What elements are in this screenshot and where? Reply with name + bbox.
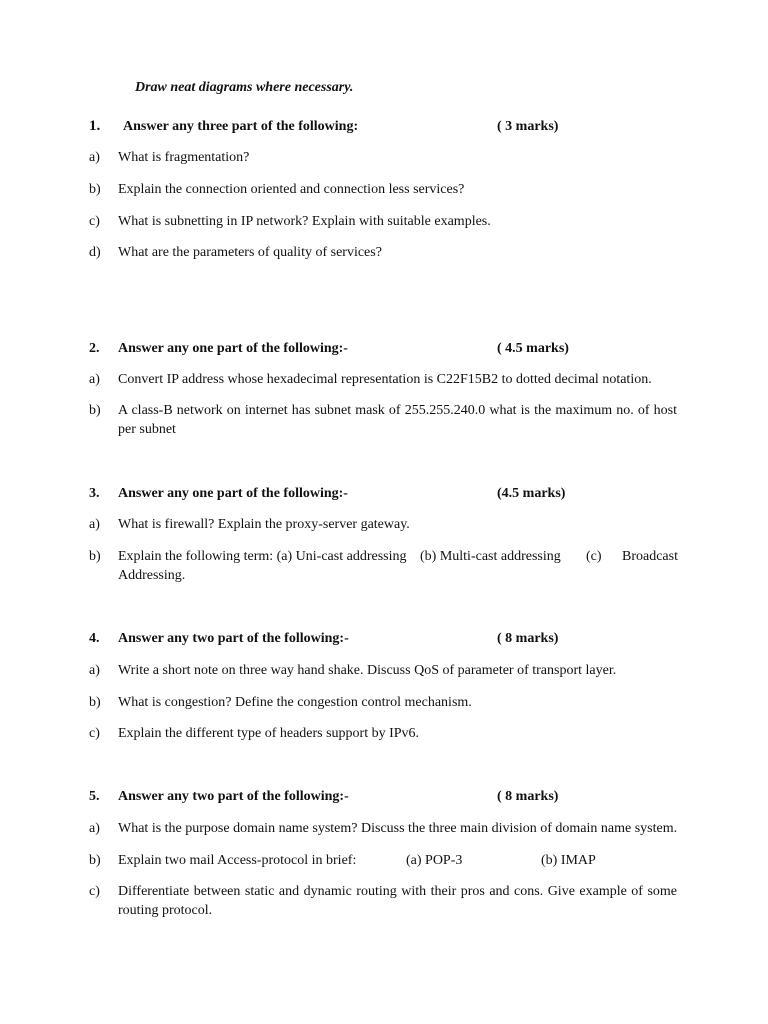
question-marks: ( 3 marks) (497, 119, 559, 134)
question-number: 3. (89, 486, 100, 501)
part-text-line-2: Addressing. (118, 568, 186, 583)
question-marks: ( 8 marks) (497, 631, 559, 646)
part-label: b) (89, 182, 101, 197)
part-text-col-2: (a) POP-3 (406, 853, 463, 868)
part-text: What is fragmentation? (118, 150, 250, 165)
part-text: What is subnetting in IP network? Explain with suitable examples. (118, 214, 491, 229)
part-text-col-1: Explain two mail Access-protocol in brief: (118, 853, 357, 868)
question-number: 4. (89, 631, 100, 646)
part-label: a) (89, 150, 100, 165)
question-title: Answer any one part of the following:- (118, 341, 348, 356)
question-marks: ( 8 marks) (497, 789, 559, 804)
part-text: What are the parameters of quality of services? (118, 245, 382, 260)
part-text: What is firewall? Explain the proxy-server gateway. (118, 517, 410, 532)
part-label: a) (89, 517, 100, 532)
question-title: Answer any one part of the following:- (118, 486, 348, 501)
part-text-line-1: Differentiate between static and dynamic routing with their pros and cons. Give example of some (118, 884, 677, 899)
part-label: c) (89, 884, 100, 899)
question-title: Answer any two part of the following:- (118, 631, 349, 646)
part-label: c) (89, 214, 100, 229)
instruction-text: Draw neat diagrams where necessary. (135, 80, 354, 95)
question-title: Answer any two part of the following:- (118, 789, 349, 804)
part-label: a) (89, 372, 100, 387)
part-label: b) (89, 549, 101, 564)
part-text-col-3: (c) (586, 549, 602, 564)
part-text-line-1: A class-B network on internet has subnet mask of 255.255.240.0 what is the maximum no. of host (118, 403, 677, 418)
part-label: c) (89, 726, 100, 741)
part-label: b) (89, 695, 101, 710)
part-text-line-2: routing protocol. (118, 903, 213, 918)
part-text: What is congestion? Define the congestion control mechanism. (118, 695, 472, 710)
part-text: Explain the different type of headers support by IPv6. (118, 726, 420, 741)
part-label: a) (89, 821, 100, 836)
part-text: What is the purpose domain name system? Discuss the three main division of domain name system. (118, 821, 678, 836)
part-text-col-2: (b) Multi-cast addressing (420, 549, 561, 564)
part-text: Convert IP address whose hexadecimal representation is C22F15B2 to dotted decimal notation. (118, 372, 652, 387)
part-label: b) (89, 403, 101, 418)
part-text-col-4: Broadcast (622, 549, 678, 564)
part-label: b) (89, 853, 101, 868)
question-number: 1. (89, 118, 101, 134)
question-marks: ( 4.5 marks) (497, 341, 569, 356)
part-label: d) (89, 245, 101, 260)
part-label: a) (89, 663, 100, 678)
part-text-col-1: Explain the following term: (a) Uni-cast addressing (118, 549, 407, 564)
part-text-line-2: per subnet (118, 422, 176, 437)
question-title: Answer any three part of the following: (123, 119, 359, 134)
question-number: 2. (89, 341, 100, 356)
part-text: Explain the connection oriented and connection less services? (118, 182, 465, 197)
part-text-col-3: (b) IMAP (541, 853, 596, 868)
question-number: 5. (89, 789, 100, 804)
part-text: Write a short note on three way hand shake. Discuss QoS of parameter of transport layer. (118, 663, 617, 678)
question-marks: (4.5 marks) (497, 486, 566, 501)
